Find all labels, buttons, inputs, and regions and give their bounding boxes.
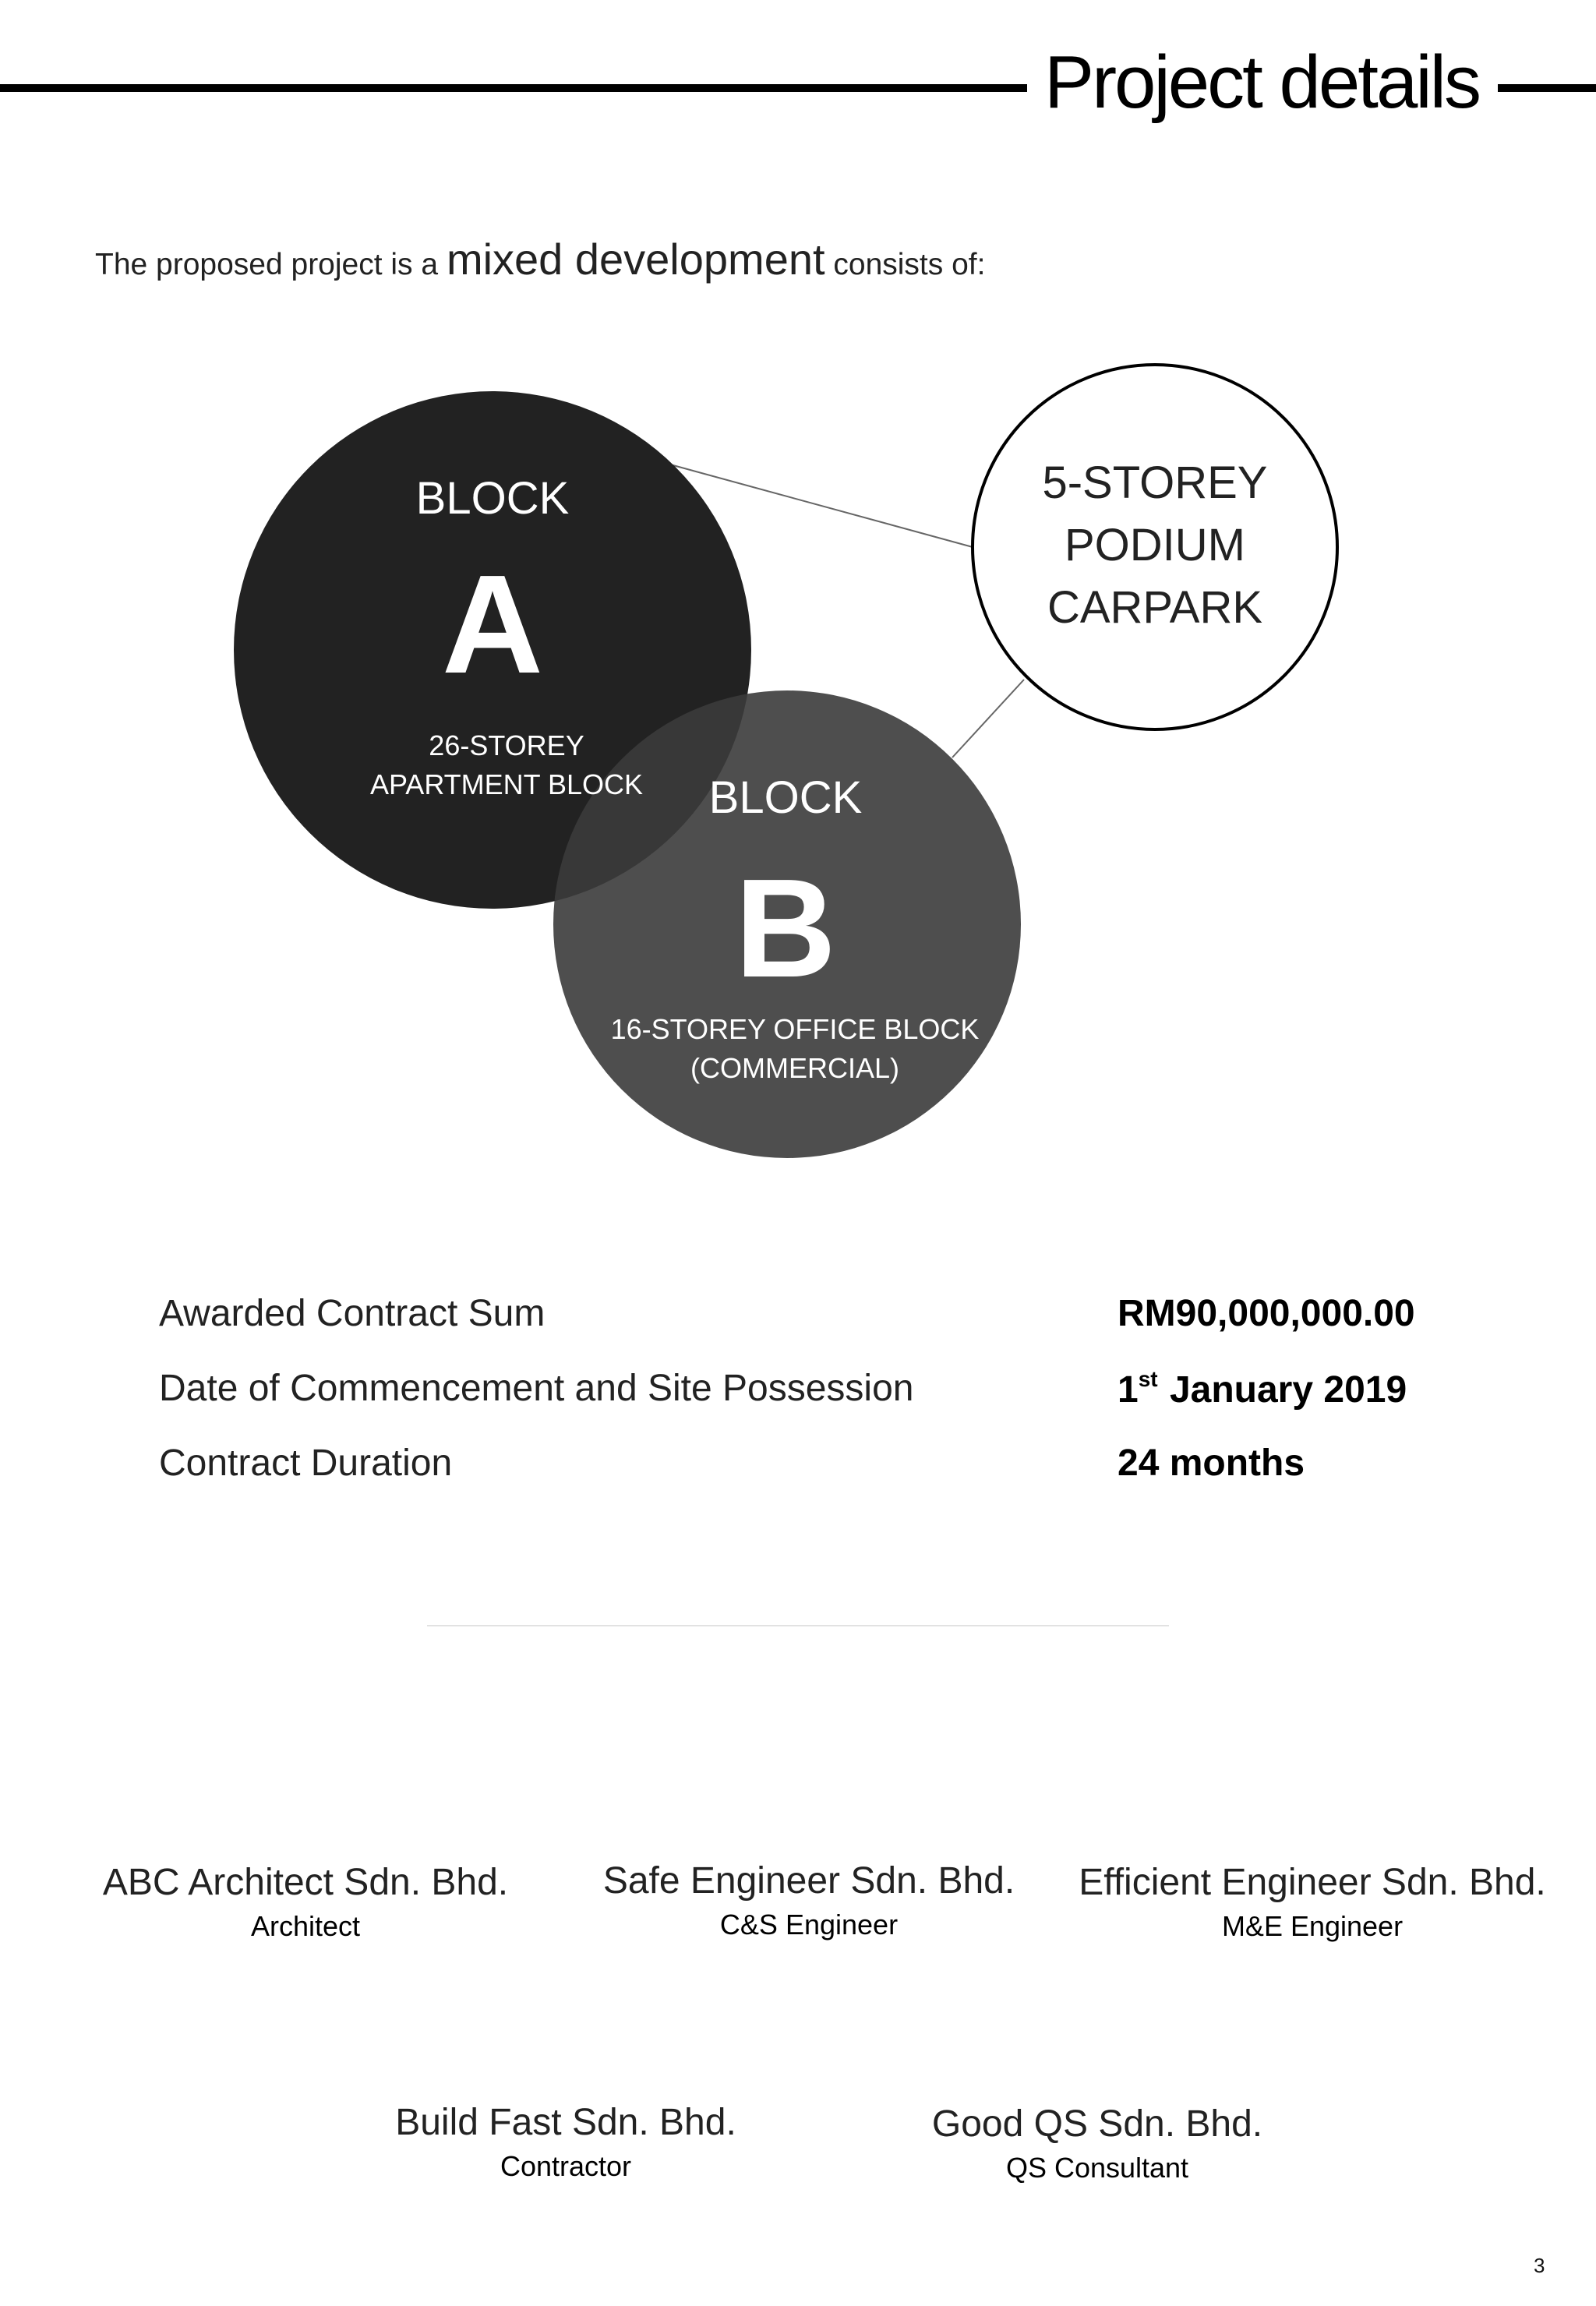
fact-value [1118,1367,1407,1411]
fact-value-ordinal: 1 [1118,1369,1139,1411]
podium-line2: PODIUM [1065,520,1245,570]
section-divider [427,1625,1169,1626]
party-role: Contractor [500,2150,632,2182]
party-architect [33,1861,578,1943]
block-a-caption-line1: 26-STOREY [429,729,584,761]
fact-row-commencement [159,1367,1484,1442]
party-role: C&S Engineer [719,1909,899,1941]
block-b-caption-line1: 16-STOREY OFFICE BLOCK [610,1013,980,1045]
intro-emphasis: mixed development [446,235,825,284]
party-qs-consultant [824,2103,1370,2184]
fact-label: Contract Duration [159,1443,453,1484]
party-name: Build Fast Sdn. Bhd. [395,2102,736,2143]
party-role: M&E Engineer [1221,1910,1404,1942]
block-a-caption-line2: APARTMENT BLOCK [369,768,644,800]
page-title: Project details [1044,41,1479,124]
connector-b-podium [952,680,1024,757]
party-cs-engineer [536,1859,1082,1941]
fact-label: Awarded Contract Sum [159,1293,546,1334]
podium-line3: CARPARK [1047,582,1263,633]
party-name: Safe Engineer Sdn. Bhd. [602,1860,1015,1902]
fact-value-rest: January 2019 [1159,1369,1407,1411]
block-a-letter: A [442,546,543,703]
podium-line1: 5-STOREY [1042,457,1268,508]
party-me-engineer [1040,1861,1585,1943]
fact-value-ordinal-suffix: st [1138,1367,1158,1391]
party-name: Good QS Sdn. Bhd. [931,2103,1263,2145]
fact-value: RM90,000,000.00 [1118,1293,1415,1334]
page-number: 3 [1534,2254,1545,2277]
block-b-letter: B [735,850,836,1007]
project-facts [159,1292,1484,1517]
party-name: Efficient Engineer Sdn. Bhd. [1079,1862,1546,1903]
fact-value: 24 months [1118,1443,1305,1484]
block-b-caption-line2: (COMMERCIAL) [690,1052,899,1084]
fact-label: Date of Commencement and Site Possession [159,1368,914,1409]
party-name: ABC Architect Sdn. Bhd. [102,1862,509,1903]
block-b-word: BLOCK [708,772,863,823]
fact-row-contract-sum [159,1292,1484,1367]
block-a-word: BLOCK [415,473,570,524]
party-role: Architect [250,1910,361,1942]
intro-prefix: The proposed project is a [95,248,439,281]
party-role: QS Consultant [1005,2152,1189,2184]
fact-row-duration [159,1442,1484,1517]
intro-suffix: consists of: [833,248,986,281]
party-contractor [293,2101,839,2183]
